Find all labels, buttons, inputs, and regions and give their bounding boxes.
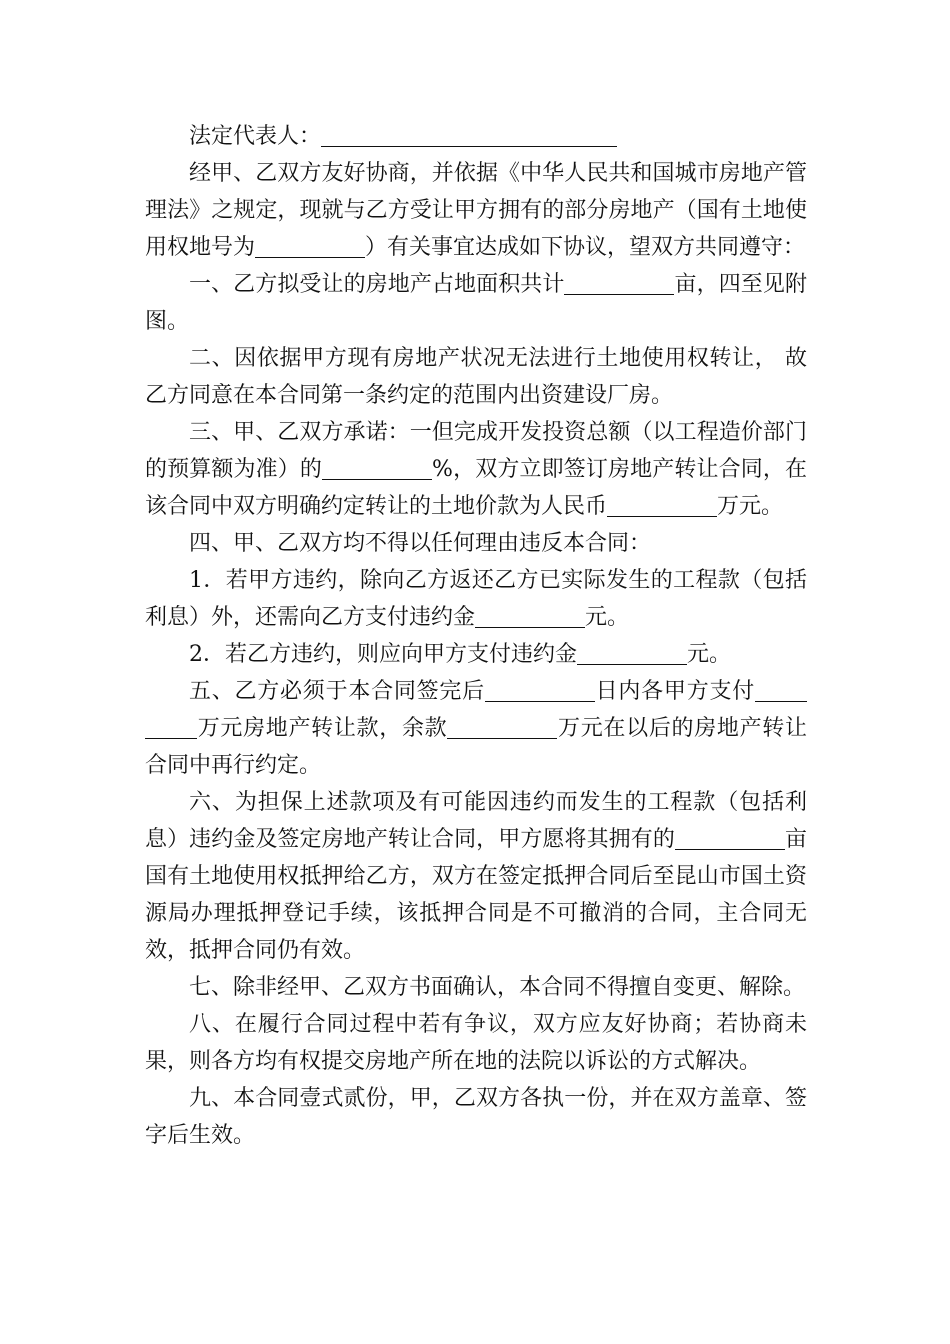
land-area-blank[interactable] [564,272,674,295]
clause-4-item-2: 2．若乙方违约，则应向甲方支付违约金 元。 [189,642,732,667]
clause-6: 六、为担保上述款项及有可能因违约而发生的工程款（包括利息）违约金及签定房地产转让合同，甲方愿将其拥有的 亩国有土地使用权抵押给乙方，双方在签定抵押合同后至昆山市国土资源局办理抵押登记手续，该抵押合同是不可撤消的合同，主合同无效，抵押合同仍有效。 [145,790,807,963]
clause-4-item-1: 1．若甲方违约，除向乙方返还乙方已实际发生的工程款（包括利息）外，还需向乙方支付违约金 元。 [145,568,807,630]
legal-representative-blank[interactable] [321,124,617,147]
mortgage-area-blank[interactable] [675,827,785,850]
payment-amount-blank-a[interactable] [755,679,807,702]
clause-2: 二、因依据甲方现有房地产状况无法进行土地使用权转让， 故乙方同意在本合同第一条约定的范围内出资建设厂房。 [145,346,807,408]
clause-1: 一、乙方拟受让的房地产占地面积共计 亩，四至见附图。 [145,272,807,334]
payment-amount-blank-b[interactable] [145,716,197,739]
clause-8: 八、在履行合同过程中若有争议，双方应友好协商；若协商未果，则各方均有权提交房地产所在地的法院以诉讼的方式解决。 [145,1012,807,1074]
clause-4: 四、甲、乙双方均不得以任何理由违反本合同： [189,531,652,556]
balance-amount-blank[interactable] [447,716,557,739]
clause-7: 七、除非经甲、乙双方书面确认，本合同不得擅自变更、解除。 [189,975,806,1000]
party-b-penalty-blank[interactable] [577,642,687,665]
contract-body [145,118,807,1154]
clause-9: 九、本合同壹式贰份，甲，乙双方各执一份，并在双方盖章、签字后生效。 [145,1086,807,1148]
investment-percent-blank[interactable] [322,457,432,480]
legal-representative-line: 法定代表人： [145,118,807,155]
land-lot-number-blank[interactable] [255,235,365,258]
party-a-penalty-blank[interactable] [475,605,585,628]
clause-5: 五、乙方必须于本合同签完后 日内各甲方支付万元房地产转让款，余款 万元在以后的房地产转让合同中再行约定。 [145,679,807,778]
payment-days-blank[interactable] [485,679,595,702]
land-price-blank[interactable] [607,494,717,517]
preamble-paragraph: 经甲、乙双方友好协商，并依据《中华人民共和国城市房地产管理法》之规定，现就与乙方受让甲方拥有的部分房地产（国有土地使用权地号为 ）有关事宜达成如下协议，望双方共同遵守： [145,161,807,260]
clause-3: 三、甲、乙双方承诺：一但完成开发投资总额（以工程造价部门的预算额为准）的 %，双方立即签订房地产转让合同，在该合同中双方明确约定转让的土地价款为人民币 万元。 [145,420,807,519]
